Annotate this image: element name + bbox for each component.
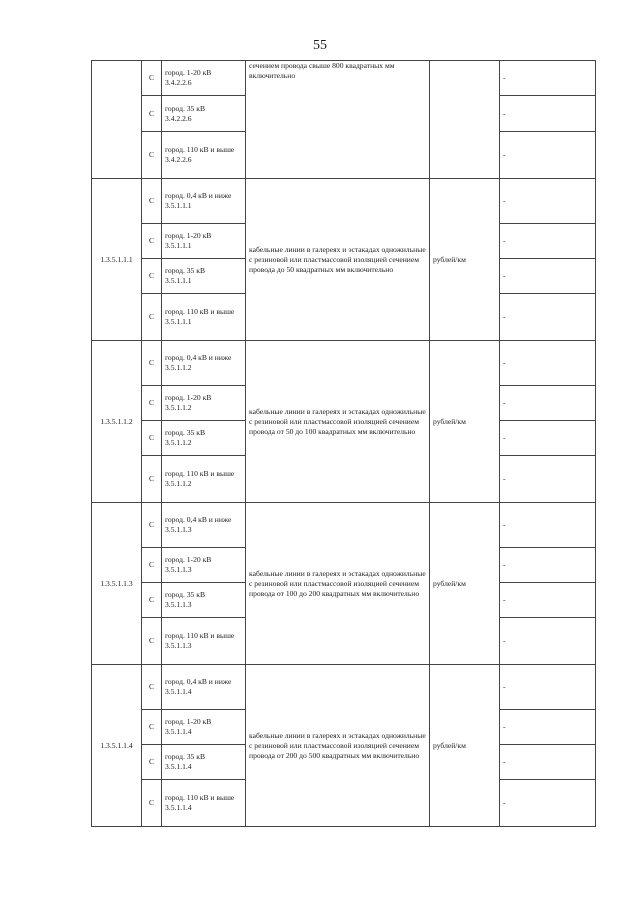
reference-code: 3.5.1.1.2 — [165, 479, 192, 488]
rate-value: - — [500, 618, 596, 665]
rate-value: - — [500, 259, 596, 294]
reference-code: 3.5.1.1.3 — [165, 525, 192, 534]
voltage-level-cell — [162, 341, 246, 386]
rate-value: - — [500, 179, 596, 224]
voltage-level: город. 35 кВ — [165, 428, 206, 437]
voltage-level-cell — [162, 618, 246, 665]
category-letter: C — [142, 132, 162, 179]
voltage-level-cell — [162, 224, 246, 259]
voltage-level-cell — [162, 456, 246, 503]
voltage-level: город. 1-20 кВ — [165, 555, 212, 564]
description-cell: кабельные линии в галереях и эстакадах одножильные с резиновой или пластмассовой изоляцией сечением провода от 100 до 200 квадратных мм включительно — [246, 503, 430, 665]
unit-cell: рублей/км — [430, 341, 500, 503]
voltage-level-cell — [162, 179, 246, 224]
voltage-level-cell — [162, 710, 246, 745]
rate-value: - — [500, 96, 596, 132]
table-row — [92, 341, 596, 386]
voltage-level-cell — [162, 259, 246, 294]
category-letter: C — [142, 341, 162, 386]
page-number: 55 — [313, 38, 327, 53]
rate-value: - — [500, 132, 596, 179]
voltage-level: город. 110 кВ и выше — [165, 631, 235, 640]
voltage-level: город. 110 кВ и выше — [165, 307, 235, 316]
voltage-level: город. 35 кВ — [165, 266, 206, 275]
voltage-level-cell — [162, 61, 246, 96]
description-cell: кабельные линии в галереях и эстакадах одножильные с резиновой или пластмассовой изоляцией сечением провода до 50 квадратных мм включительно — [246, 179, 430, 341]
rate-value: - — [500, 780, 596, 827]
voltage-level: город. 35 кВ — [165, 752, 206, 761]
table-row — [92, 665, 596, 710]
reference-code: 3.5.1.1.3 — [165, 641, 192, 650]
voltage-level-cell — [162, 96, 246, 132]
category-letter: C — [142, 96, 162, 132]
voltage-level-cell — [162, 294, 246, 341]
rate-value: - — [500, 503, 596, 548]
voltage-level: город. 35 кВ — [165, 590, 206, 599]
item-code: 1.3.5.1.1.3 — [92, 503, 142, 665]
category-letter: C — [142, 710, 162, 745]
category-letter: C — [142, 745, 162, 780]
unit-cell — [430, 61, 500, 179]
rate-value: - — [500, 583, 596, 618]
voltage-level: город. 1-20 кВ — [165, 393, 212, 402]
rate-value: - — [500, 665, 596, 710]
rate-value: - — [500, 294, 596, 341]
reference-code: 3.5.1.1.2 — [165, 438, 192, 447]
category-letter: C — [142, 224, 162, 259]
reference-code: 3.5.1.1.4 — [165, 803, 192, 812]
category-letter: C — [142, 503, 162, 548]
voltage-level: город. 110 кВ и выше — [165, 793, 235, 802]
rate-value: - — [500, 456, 596, 503]
category-letter: C — [142, 294, 162, 341]
unit-cell: рублей/км — [430, 503, 500, 665]
voltage-level-cell — [162, 386, 246, 421]
voltage-level-cell — [162, 583, 246, 618]
description-cell: кабельные линии в галереях и эстакадах одножильные с резиновой или пластмассовой изоляцией сечением провода от 50 до 100 квадратных мм включительно — [246, 341, 430, 503]
reference-code: 3.5.1.1.1 — [165, 276, 192, 285]
voltage-level-cell — [162, 665, 246, 710]
voltage-level: город. 0,4 кВ и ниже — [165, 677, 232, 686]
category-letter: C — [142, 548, 162, 583]
description-cell: сечением провода свыше 800 квадратных мм включительно — [246, 61, 430, 179]
voltage-level: город. 0,4 кВ и ниже — [165, 353, 232, 362]
voltage-level-cell — [162, 503, 246, 548]
rate-value: - — [500, 421, 596, 456]
table-row — [92, 61, 596, 96]
unit-cell: рублей/км — [430, 665, 500, 827]
reference-code: 3.5.1.1.2 — [165, 403, 192, 412]
category-letter: C — [142, 61, 162, 96]
category-letter: C — [142, 179, 162, 224]
description-cell: кабельные линии в галереях и эстакадах одножильные с резиновой или пластмассовой изоляцией сечением провода от 200 до 500 квадратных мм включительно — [246, 665, 430, 827]
voltage-level: город. 35 кВ — [165, 103, 206, 113]
category-letter: C — [142, 386, 162, 421]
reference-code: 3.4.2.2.6 — [165, 78, 192, 87]
category-letter: C — [142, 665, 162, 710]
reference-code: 3.5.1.1.4 — [165, 762, 192, 771]
category-letter: C — [142, 583, 162, 618]
reference-code: 3.5.1.1.1 — [165, 241, 192, 250]
rate-value: - — [500, 710, 596, 745]
category-letter: C — [142, 780, 162, 827]
voltage-level: город. 1-20 кВ — [165, 68, 212, 77]
table-row — [92, 503, 596, 548]
voltage-level-cell — [162, 421, 246, 456]
table-row — [92, 179, 596, 224]
tariff-table-body — [92, 61, 596, 827]
voltage-level: город. 1-20 кВ — [165, 717, 212, 726]
code-cell — [92, 61, 142, 179]
category-letter: C — [142, 456, 162, 503]
category-letter: C — [142, 618, 162, 665]
reference-code: 3.5.1.1.3 — [165, 600, 192, 609]
rate-value: - — [500, 224, 596, 259]
rate-value: - — [500, 386, 596, 421]
voltage-level-cell — [162, 745, 246, 780]
reference-code: 3.5.1.1.1 — [165, 201, 192, 210]
reference-code: 3.4.2.2.6 — [165, 113, 192, 123]
reference-code: 3.5.1.1.4 — [165, 727, 192, 736]
reference-code: 3.5.1.1.1 — [165, 317, 192, 326]
reference-code: 3.4.2.2.6 — [165, 155, 192, 164]
rate-value: - — [500, 341, 596, 386]
rate-value: - — [500, 745, 596, 780]
voltage-level: город. 110 кВ и выше — [165, 469, 235, 478]
voltage-level-cell — [162, 780, 246, 827]
reference-code: 3.5.1.1.2 — [165, 363, 192, 372]
voltage-level-cell — [162, 548, 246, 583]
item-code: 1.3.5.1.1.2 — [92, 341, 142, 503]
voltage-level-cell — [162, 132, 246, 179]
reference-code: 3.5.1.1.3 — [165, 565, 192, 574]
category-letter: C — [142, 259, 162, 294]
voltage-level: город. 0,4 кВ и ниже — [165, 515, 232, 524]
rate-value: - — [500, 61, 596, 96]
voltage-level: город. 110 кВ и выше — [165, 145, 235, 154]
item-code: 1.3.5.1.1.1 — [92, 179, 142, 341]
voltage-level: город. 1-20 кВ — [165, 231, 212, 240]
tariff-table — [91, 60, 596, 827]
voltage-level: город. 0,4 кВ и ниже — [165, 191, 232, 200]
item-code: 1.3.5.1.1.4 — [92, 665, 142, 827]
unit-cell: рублей/км — [430, 179, 500, 341]
rate-value: - — [500, 548, 596, 583]
reference-code: 3.5.1.1.4 — [165, 687, 192, 696]
category-letter: C — [142, 421, 162, 456]
